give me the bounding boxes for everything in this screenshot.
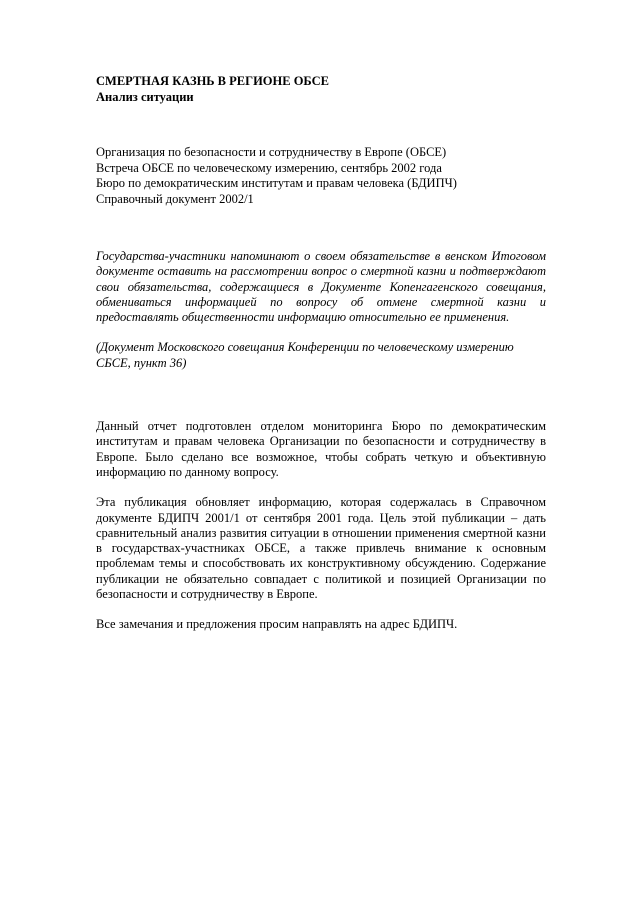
document-title xyxy=(96,74,546,105)
quote-paragraph: Государства-участники напоминают о своем обязательстве в венском Итоговом документе оставить на рассмотрении вопрос о смертной казни и подтверждают свои обязательства, содержащиеся в Документе Копенгагенского совещания, обмениваться информацией по вопросу об отмене смертной казни и предоставлять общественности информацию относительно ее применения. xyxy=(96,249,546,325)
header-line-organization: Организация по безопасности и сотрудничеству в Европе (ОБСЕ) xyxy=(96,145,447,159)
document-header-block xyxy=(96,145,546,207)
document-title-line2: Анализ ситуации xyxy=(96,89,194,104)
header-line-bureau: Бюро по демократическим институтам и правам человека (БДИПЧ) xyxy=(96,176,457,190)
document-title-line1: СМЕРТНАЯ КАЗНЬ В РЕГИОНЕ ОБСЕ xyxy=(96,74,329,88)
body-paragraph-1: Данный отчет подготовлен отделом мониторинга Бюро по демократическим институтам и правам человека Организации по безопасности и сотрудничеству в Европе. Было сделано все возможное, чтобы собрать четкую и объективную информацию по данному вопросу. xyxy=(96,419,546,479)
header-line-reference: Справочный документ 2002/1 xyxy=(96,191,254,206)
closing-line: Все замечания и предложения просим направлять на адрес БДИПЧ. xyxy=(96,617,458,632)
body-paragraph-2: Эта публикация обновляет информацию, которая содержалась в Справочном документе БДИПЧ 2001/1 от сентября 2001 года. Цель этой публикации – дать сравнительный анализ развития ситуации в отношении применения смертной казни в государствах-участниках ОБСЕ, а также привлечь внимание к основным проблемам темы и способствовать их конструктивному обсуждению. Содержание публикации не обязательно совпадает с политикой и позицией Организации по безопасности и сотрудничеству в Европе. xyxy=(96,495,546,602)
header-line-meeting: Встреча ОБСЕ по человеческому измерению, сентябрь 2002 года xyxy=(96,160,442,175)
quote-source: (Документ Московского совещания Конференции по человеческому измерению СБСЕ, пункт 36) xyxy=(96,340,514,370)
document-content xyxy=(96,74,546,633)
